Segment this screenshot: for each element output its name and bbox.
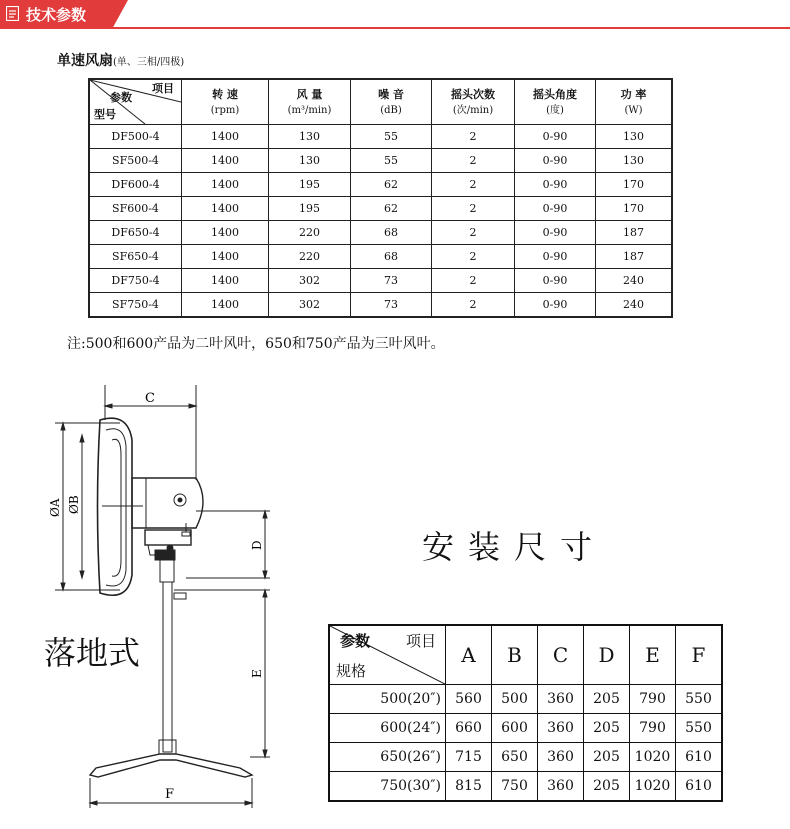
table-row (89, 197, 672, 221)
dim-label-b: ØB (67, 495, 81, 514)
table-cell: 205 (584, 772, 630, 802)
table-cell: 550 (676, 685, 723, 714)
table-row (89, 245, 672, 269)
dim-label-a: ØA (48, 498, 62, 517)
table-cell: 610 (676, 772, 723, 802)
table-cell: 130 (596, 149, 673, 173)
table-cell: 73 (351, 269, 432, 293)
table-cell: 205 (584, 743, 630, 772)
install-dimensions-title: 安装尺寸 (422, 528, 607, 566)
col-header-speed: 转 速 (rpm) (182, 79, 269, 125)
dims-col-d: D (584, 625, 630, 685)
table-cell: 55 (351, 149, 432, 173)
table-cell: 650 (492, 743, 538, 772)
table-cell: 0-90 (515, 125, 596, 149)
header-divider (0, 27, 790, 29)
table-cell: 2 (432, 173, 515, 197)
dims-corner-cell (329, 625, 446, 685)
table-cell: 600 (492, 714, 538, 743)
col-header-power: 功 率 (W) (596, 79, 673, 125)
table-cell: 0-90 (515, 197, 596, 221)
table-row (89, 125, 672, 149)
table-cell: 0-90 (515, 245, 596, 269)
table-cell: 715 (446, 743, 492, 772)
table-cell: 1400 (182, 125, 269, 149)
table-cell: 302 (269, 293, 351, 318)
table-cell: 610 (676, 743, 723, 772)
dims-col-e: E (630, 625, 676, 685)
table-cell: 195 (269, 197, 351, 221)
floor-fan-drawing (0, 380, 300, 829)
table-cell: 360 (538, 685, 584, 714)
table-cell: 55 (351, 125, 432, 149)
table-cell: 550 (676, 714, 723, 743)
model-cell: SF650-4 (89, 245, 182, 269)
table-cell: 130 (596, 125, 673, 149)
model-cell: DF750-4 (89, 269, 182, 293)
col-header-airflow: 风 量 (m³/min) (269, 79, 351, 125)
table-cell: 68 (351, 221, 432, 245)
spec-section-title (57, 50, 184, 70)
table-row (89, 173, 672, 197)
spec-subtitle: (单、三相/四极) (113, 57, 185, 68)
dims-corner-param: 参数 (340, 632, 371, 650)
table-row (89, 293, 672, 318)
model-cell: DF600-4 (89, 173, 182, 197)
table-cell: 360 (538, 714, 584, 743)
col-header-angle: 摇头角度 (度) (515, 79, 596, 125)
spec-table (88, 78, 673, 318)
document-icon (6, 6, 19, 21)
model-cell: DF500-4 (89, 125, 182, 149)
table-row (329, 714, 722, 743)
table-cell: 170 (596, 197, 673, 221)
table-cell: 1400 (182, 293, 269, 318)
spec-corner-cell (89, 79, 182, 125)
dim-label-f: F (165, 787, 175, 802)
dim-label-c: C (145, 391, 155, 406)
spec-header-row (89, 79, 672, 125)
spec-size-cell: 650(26″) (329, 743, 446, 772)
corner-item-label: 项目 (152, 82, 174, 95)
table-cell: 0-90 (515, 293, 596, 318)
table-row (89, 149, 672, 173)
table-cell: 360 (538, 743, 584, 772)
model-cell: DF650-4 (89, 221, 182, 245)
table-cell: 1400 (182, 221, 269, 245)
spec-table-body (89, 125, 672, 318)
table-cell: 130 (269, 149, 351, 173)
model-cell: SF600-4 (89, 197, 182, 221)
table-cell: 815 (446, 772, 492, 802)
table-cell: 170 (596, 173, 673, 197)
table-cell: 560 (446, 685, 492, 714)
dim-label-d: D (250, 540, 264, 550)
table-cell: 1400 (182, 149, 269, 173)
dimensions-table (328, 624, 723, 802)
col-header-noise: 噪 音 (dB) (351, 79, 432, 125)
section-header (0, 0, 790, 30)
table-cell: 187 (596, 245, 673, 269)
table-cell: 302 (269, 269, 351, 293)
table-cell: 1400 (182, 173, 269, 197)
table-cell: 1400 (182, 197, 269, 221)
table-cell: 0-90 (515, 149, 596, 173)
table-cell: 73 (351, 293, 432, 318)
spec-size-cell: 600(24″) (329, 714, 446, 743)
table-row (89, 221, 672, 245)
table-cell: 790 (630, 714, 676, 743)
spec-size-cell: 750(30″) (329, 772, 446, 802)
table-cell: 195 (269, 173, 351, 197)
model-cell: SF500-4 (89, 149, 182, 173)
table-cell: 2 (432, 293, 515, 318)
dims-col-a: A (446, 625, 492, 685)
spec-note: 注:500和600产品为二叶风叶，650和750产品为三叶风叶。 (67, 336, 445, 352)
table-cell: 2 (432, 269, 515, 293)
table-cell: 660 (446, 714, 492, 743)
dims-corner-spec: 规格 (336, 662, 367, 680)
floor-stand-label: 落地式 (44, 634, 141, 672)
table-cell: 0-90 (515, 269, 596, 293)
table-cell: 0-90 (515, 221, 596, 245)
table-cell: 750 (492, 772, 538, 802)
dims-header-row (329, 625, 722, 685)
dims-col-f: F (676, 625, 723, 685)
dim-label-e: E (250, 669, 264, 678)
table-cell: 1400 (182, 245, 269, 269)
table-cell: 205 (584, 714, 630, 743)
table-cell: 2 (432, 125, 515, 149)
table-cell: 0-90 (515, 173, 596, 197)
corner-model-label: 型号 (94, 108, 116, 121)
model-cell: SF750-4 (89, 293, 182, 318)
table-cell: 790 (630, 685, 676, 714)
table-row (329, 685, 722, 714)
spec-title: 单速风扇 (57, 53, 113, 69)
table-cell: 2 (432, 149, 515, 173)
table-cell: 68 (351, 245, 432, 269)
table-cell: 1020 (630, 772, 676, 802)
table-cell: 1020 (630, 743, 676, 772)
table-cell: 240 (596, 269, 673, 293)
table-cell: 220 (269, 245, 351, 269)
dims-corner-item: 项目 (406, 632, 437, 650)
table-row (329, 772, 722, 802)
table-cell: 2 (432, 197, 515, 221)
table-cell: 500 (492, 685, 538, 714)
corner-param-label: 参数 (110, 91, 132, 104)
table-cell: 205 (584, 685, 630, 714)
table-cell: 240 (596, 293, 673, 318)
dims-col-c: C (538, 625, 584, 685)
table-cell: 130 (269, 125, 351, 149)
col-header-oscillations: 摇头次数 (次/min) (432, 79, 515, 125)
table-row (329, 743, 722, 772)
header-title: 技术参数 (26, 6, 87, 24)
table-cell: 220 (269, 221, 351, 245)
table-cell: 1400 (182, 269, 269, 293)
dims-col-b: B (492, 625, 538, 685)
table-cell: 2 (432, 221, 515, 245)
table-cell: 360 (538, 772, 584, 802)
table-cell: 62 (351, 197, 432, 221)
dims-table-body (329, 685, 722, 802)
table-cell: 187 (596, 221, 673, 245)
table-cell: 2 (432, 245, 515, 269)
table-cell: 62 (351, 173, 432, 197)
table-row (89, 269, 672, 293)
spec-size-cell: 500(20″) (329, 685, 446, 714)
